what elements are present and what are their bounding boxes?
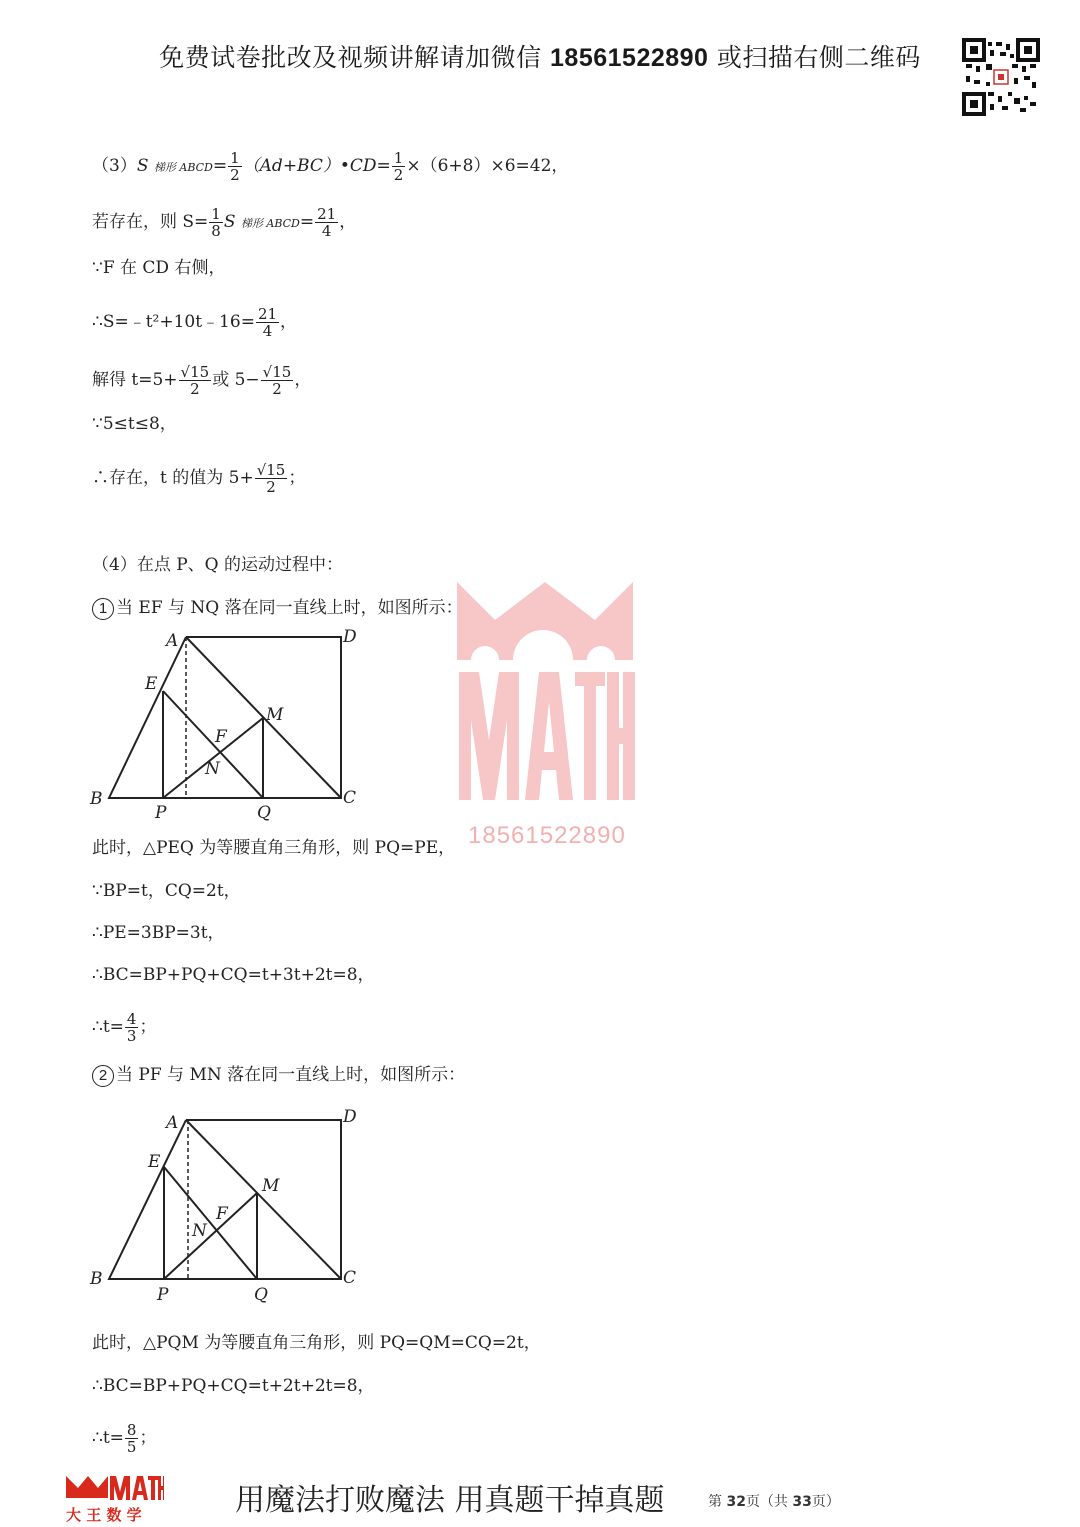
fraction: $\frac{√15}{2}$ [262, 363, 292, 398]
case1-line-2: ∵BP=t，CQ=2t， [92, 881, 241, 901]
case1-heading [92, 596, 463, 620]
part3-line-7 [92, 462, 305, 495]
case2-line-2: ∴BC=BP+PQ+CQ=t+2t+2t=8， [92, 1376, 375, 1396]
part4-intro: （4）在点 P、Q 的运动过程中： [92, 555, 343, 575]
label-N: N [192, 1221, 207, 1241]
fraction: $\frac{21}{4}$ [317, 205, 337, 240]
fraction: $\frac{21}{4}$ [257, 305, 278, 340]
current-page: 32 [726, 1494, 746, 1510]
text: ∴t= [92, 1428, 124, 1448]
label-A: A [166, 631, 179, 651]
part3-line-6: ∵5≤t≤8， [92, 414, 177, 434]
part3-line-5 [92, 364, 311, 397]
fraction: $\frac{8}{5}$ [126, 1421, 137, 1456]
text: 解得 t=5+ [92, 370, 178, 390]
header-text-2: 或扫描右侧二维码 [708, 43, 921, 72]
part3-line-2 [92, 206, 356, 239]
text: 当 EF 与 NQ 落在同一直线上时，如图所示： [116, 598, 463, 618]
label-D: D [343, 1107, 357, 1127]
label-C: C [343, 788, 357, 808]
qr-code-icon[interactable] [962, 38, 1040, 116]
text: （Ad+BC）•CD= [242, 156, 391, 176]
label-N: N [205, 759, 220, 779]
case1-line-4: ∴BC=BP+PQ+CQ=t+3t+2t=8， [92, 965, 375, 985]
text: ×（6+8）×6=42， [406, 156, 569, 176]
fraction: $\frac{1}{2}$ [230, 149, 240, 184]
text: 若存在，则 S= [92, 212, 209, 232]
label-P: P [155, 803, 167, 823]
case2-line-1: 此时，△PQM 为等腰直角三角形，则 PQ=QM=CQ=2t， [92, 1333, 541, 1353]
page-header [0, 38, 1080, 74]
text: ； [139, 1428, 157, 1448]
label-B: B [90, 789, 103, 809]
label-Q: Q [257, 803, 271, 823]
label-M: M [262, 1176, 280, 1196]
text: ∴t= [92, 1017, 124, 1037]
label-A: A [166, 1113, 179, 1133]
subscript: 梯形 ABCD [153, 161, 213, 174]
case1-line-5 [92, 1011, 156, 1044]
fraction: $\frac{1}{8}$ [211, 205, 221, 240]
label-M: M [266, 705, 284, 725]
text: 第 [708, 1494, 727, 1510]
label-E: E [145, 674, 158, 694]
text: S [223, 212, 236, 232]
label-P: P [157, 1285, 169, 1305]
header-phone: 18561522890 [550, 44, 709, 72]
fraction: $\frac{√15}{2}$ [256, 461, 286, 496]
label-Q: Q [254, 1285, 268, 1305]
part3-line-4 [92, 306, 297, 339]
label-D: D [343, 627, 357, 647]
fraction: $\frac{4}{3}$ [126, 1010, 137, 1045]
text: 页（共 [745, 1494, 793, 1510]
label-F: F [216, 1204, 228, 1224]
math-watermark-logo [455, 580, 635, 805]
label-C: C [343, 1268, 357, 1288]
text: ； [288, 468, 306, 488]
text: = [212, 156, 228, 176]
case2-line-3 [92, 1422, 156, 1455]
fraction: $\frac{1}{2}$ [393, 149, 404, 184]
label-F: F [215, 727, 227, 747]
math-logo-icon [64, 1472, 164, 1524]
geometry-figure-2 [88, 1105, 368, 1305]
subscript: 梯形 ABCD [240, 217, 300, 230]
part3-line-1 [92, 150, 568, 183]
watermark-phone: 18561522890 [468, 822, 626, 849]
label-E: E [148, 1152, 161, 1172]
text: 当 PF 与 MN 落在同一直线上时，如图所示： [116, 1065, 466, 1085]
text: 页） [811, 1494, 840, 1510]
text: 或 5− [212, 370, 260, 390]
label-B: B [90, 1269, 103, 1289]
header-text: 免费试卷批改及视频讲解请加微信 [159, 43, 551, 72]
text: ∴存在，t 的值为 5+ [92, 468, 254, 488]
fraction: $\frac{√15}{2}$ [180, 363, 210, 398]
text: ∴S=﹣t²+10t﹣16= [92, 312, 255, 332]
text: ， [339, 212, 357, 232]
part3-line-3: ∵F 在 CD 右侧， [92, 258, 226, 278]
text: ； [139, 1017, 157, 1037]
logo-subtitle: 大 王 数 学 [66, 1506, 142, 1524]
circled-number-icon: 1 [92, 598, 114, 620]
case2-heading [92, 1063, 465, 1087]
footer-slogan: 用魔法打败魔法 用真题干掉真题 [235, 1483, 665, 1518]
text: ， [280, 312, 298, 332]
text: S [136, 156, 149, 176]
page-number [708, 1491, 840, 1511]
total-pages: 33 [792, 1494, 812, 1510]
case1-line-1: 此时，△PEQ 为等腰直角三角形，则 PQ=PE， [92, 838, 456, 858]
circled-number-icon: 2 [92, 1065, 114, 1087]
text: （3） [92, 156, 137, 176]
case1-line-3: ∴PE=3BP=3t， [92, 923, 225, 943]
text: = [299, 212, 315, 232]
geometry-figure-1 [88, 625, 368, 825]
text: ， [294, 370, 312, 390]
